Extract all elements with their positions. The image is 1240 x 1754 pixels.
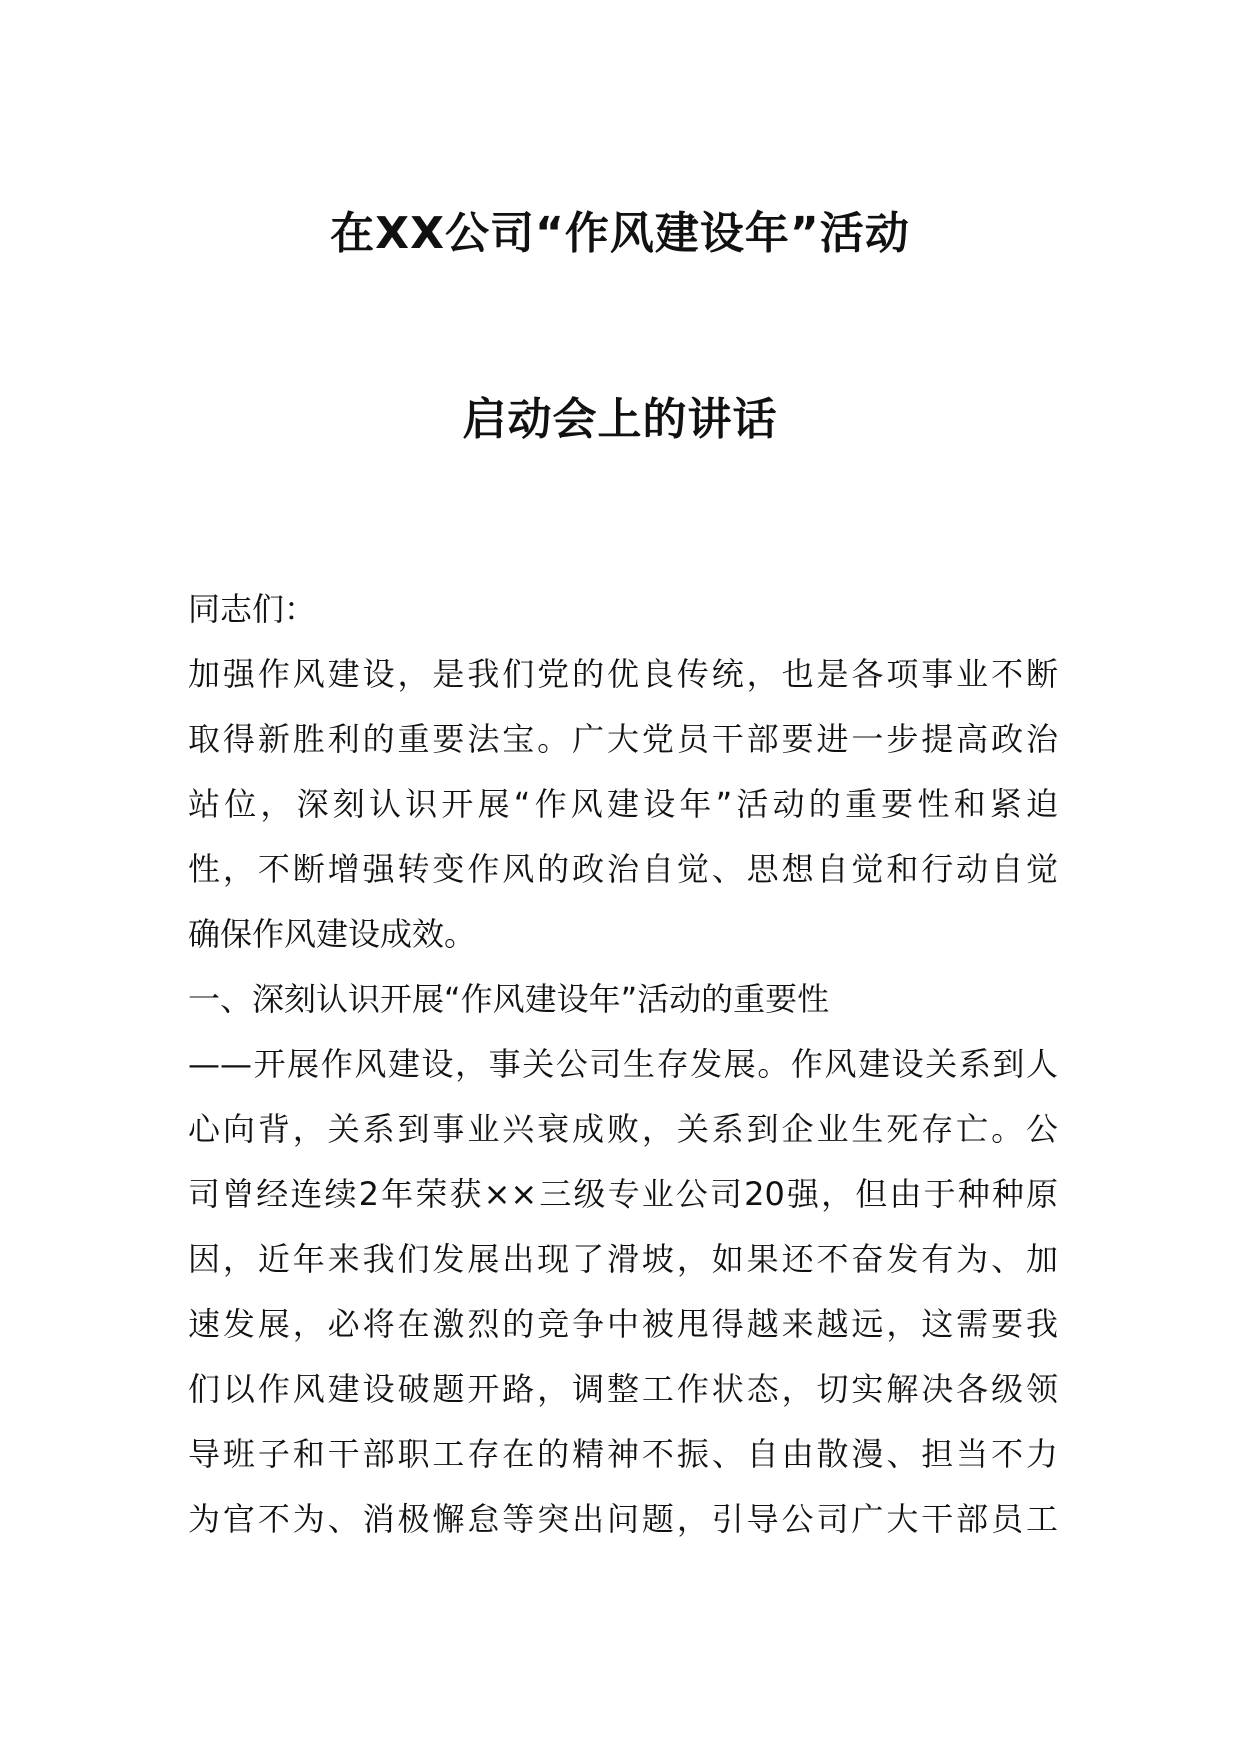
body-line: 性，不断增强转变作风的政治自觉、思想自觉和行动自觉 (188, 850, 1058, 888)
salutation: 同志们： (188, 590, 317, 628)
body-line: 们以作风建设破题开路，调整工作状态，切实解决各级领 (188, 1370, 1058, 1408)
document-title-line-1: 在XX公司“作风建设年”活动 (330, 208, 910, 259)
body-line: 导班子和干部职工存在的精神不振、自由散漫、担当不力 (188, 1435, 1058, 1473)
body-line: 心向背，关系到事业兴衰成败，关系到企业生死存亡。公 (188, 1110, 1058, 1148)
body-line: 因，近年来我们发展出现了滑坡，如果还不奋发有为、加 (188, 1240, 1058, 1278)
document-title-line-2: 启动会上的讲话 (462, 394, 778, 445)
body-line: ——开展作风建设，事关公司生存发展。作风建设关系到人 (188, 1045, 1058, 1083)
document-body (188, 577, 1058, 1552)
section-heading: 一、深刻认识开展“作风建设年”活动的重要性 (188, 980, 830, 1018)
body-line: 加强作风建设，是我们党的优良传统，也是各项事业不断 (188, 655, 1058, 693)
body-line: 速发展，必将在激烈的竞争中被甩得越来越远，这需要我 (188, 1305, 1058, 1343)
body-line: 司曾经连续2年荣获××三级专业公司20强，但由于种种原 (188, 1175, 1058, 1213)
body-line: 确保作风建设成效。 (188, 915, 477, 953)
body-line: 为官不为、消极懈怠等突出问题，引导公司广大干部员工 (188, 1500, 1058, 1538)
body-line: 站位，深刻认识开展“作风建设年”活动的重要性和紧迫 (188, 785, 1058, 823)
body-line: 取得新胜利的重要法宝。广大党员干部要进一步提高政治 (188, 720, 1058, 758)
